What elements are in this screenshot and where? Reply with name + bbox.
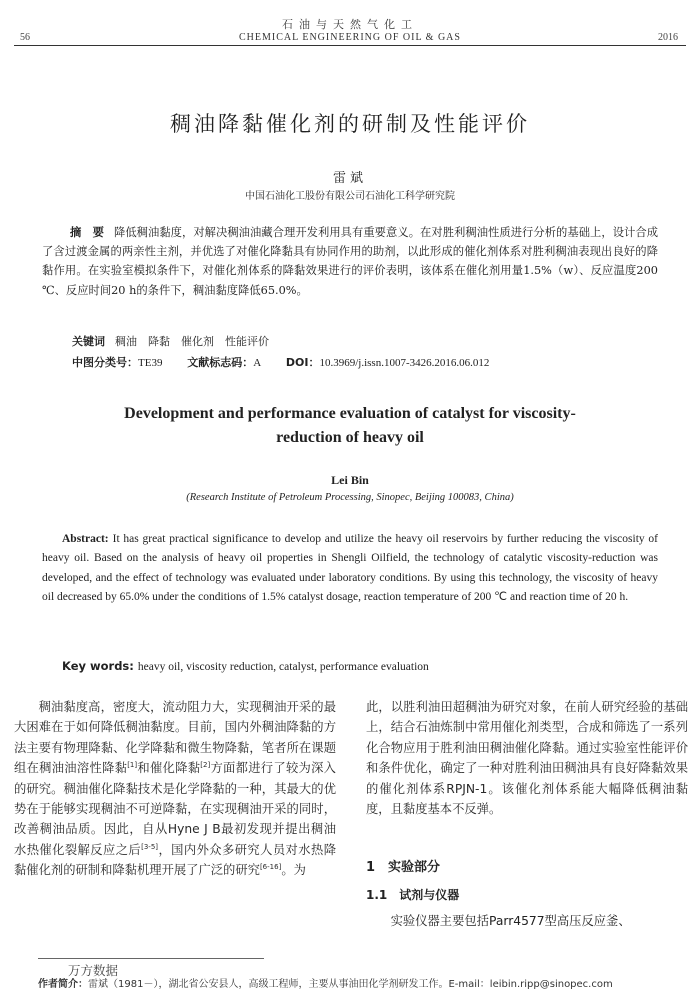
body-right-column: [366, 697, 688, 819]
footnote-text: 雷斌（1981－），湖北省公安县人，高级工程师，主要从事油田化学剂研发工作。E-mail：leibin.ripp@sinopec.com: [88, 979, 613, 990]
body-paragraph: 实验仪器主要包括Parr4577型高压反应釜、: [390, 914, 631, 928]
abstract-en-text: It has great practical significance to develop and utilize the heavy oil reservoirs by further reducing the viscosity of heavy oil. Based on the analysis of heavy oil properties in Shengli Oilfield, the technology of catalytic viscosity-reduction was developed, and the effect of technology was evaluated under laboratory conditions. By using this technology, the viscosity of heavy oil decreased by 65.0% under the conditions of 1.5% catalyst dosage, reaction temperature of 200 ℃ and reaction time of 20 h.: [42, 533, 658, 604]
body-text: 。为: [281, 863, 306, 878]
abstract-cn-label: 摘 要: [70, 226, 105, 239]
doi-label: DOI：: [285, 356, 320, 369]
body-text: 方面都进行了较为深入的研究。稠油催化降黏技术是化学降黏的一种，其最大的优势在于能够实现稠油不可逆降黏，在实现稠油开采的同时，改善稠油品质。因此，自从Hyne J B最初发现并提出稠油水热催化裂解反应之后: [14, 761, 336, 857]
keywords-cn: [72, 333, 269, 349]
abstract-cn: [42, 223, 658, 300]
publication-year: 2016: [658, 32, 678, 43]
article-title-cn: 稠油降黏催化剂的研制及性能评价: [170, 112, 530, 136]
abstract-en-label: Abstract:: [62, 533, 109, 545]
affiliation-en: (Research Institute of Petroleum Processing, Sinopec, Beijing 100083, China): [186, 492, 514, 503]
footnote-rule: [38, 958, 264, 959]
keywords-cn-text: 稠油 降黏 催化剂 性能评价: [115, 335, 269, 348]
keywords-en-label: Key words:: [62, 659, 134, 673]
abstract-en: [42, 530, 658, 608]
author-name-cn: 雷斌: [332, 171, 367, 186]
doc-code-label: 文献标志码：: [187, 356, 254, 369]
reference-marker[interactable]: [2]: [200, 761, 211, 770]
author-name-en: Lei Bin: [331, 473, 369, 487]
body-text: ，国内外众多研究人员对水热降黏催化剂的研制和降黏机理开展了广泛的研究: [14, 842, 336, 878]
watermark: 万方数据: [68, 963, 119, 978]
footnote-label: 作者简介：: [38, 979, 88, 990]
body-text: 和催化降黏: [137, 761, 201, 776]
article-title-en: Development and performance evaluation of catalyst for viscosity-reduction of heavy oil: [124, 405, 576, 446]
abstract-cn-text: 降低稠油黏度，对解决稠油油藏合理开发利用具有重要意义。在对胜利稠油性质进行分析的基础上，设计合成了含过渡金属的两亲性主剂，并优选了对催化降黏具有协同作用的助剂，以此形成的催化剂体系对胜利稠油表现出良好的降黏作用。在实验室模拟条件下，对催化剂体系的降黏效果进行的评价表明，该体系在催化剂用量1.5%（w）、反应温度200 ℃、反应时间20 h的条件下，稠油黏度降低65.0%。: [42, 226, 658, 297]
page-number: 56: [20, 32, 30, 43]
reference-marker[interactable]: [3-5]: [141, 842, 159, 851]
header-rule: [14, 45, 686, 46]
author-footnote: [38, 975, 688, 990]
body-text: 稠油黏度高，密度大，流动阻力大，实现稠油开采的最大困难在于如何降低稠油黏度。目前，国内外稠油降黏的方法主要有物理降黏、化学降黏和微生物降黏，笔者所在课题组在稠油油溶性降黏: [14, 700, 336, 776]
clc-value: TE39: [138, 357, 163, 369]
journal-name-en: CHEMICAL ENGINEERING OF OIL & GAS: [239, 32, 461, 43]
affiliation-cn: 中国石油化工股份有限公司石油化工科学研究院: [245, 191, 455, 202]
doi-value: 10.3969/j.issn.1007-3426.2016.06.012: [319, 357, 490, 369]
reference-marker[interactable]: [1]: [127, 761, 138, 770]
keywords-en-text: heavy oil, viscosity reduction, catalyst, performance evaluation: [137, 661, 429, 673]
keywords-en: [62, 659, 429, 673]
body-paragraph: 此，以胜利油田超稠油为研究对象，在前人研究经验的基础上，结合石油炼制中常用催化剂类型，合成和筛选了一系列化合物应用于胜利油田稠油催化降黏。通过实验室性能评价和条件优化，确定了一种对胜利油田稠油具有良好降黏效果的催化剂体系RPJN-1。该催化剂体系能大幅降低稠油黏度，且黏度基本不反弹。: [366, 700, 688, 817]
clc-label: 中图分类号：: [72, 356, 138, 369]
journal-name-cn: 石油与天然气化工: [282, 18, 418, 31]
doc-code-value: A: [253, 357, 262, 369]
classification-line: [72, 354, 511, 370]
body-left-column: [14, 697, 336, 881]
section-heading: 1 实验部分: [366, 860, 441, 875]
subsection-heading: 1.1 试剂与仪器: [366, 888, 460, 902]
keywords-cn-label: 关键词: [72, 335, 105, 348]
reference-marker[interactable]: [6-16]: [259, 863, 282, 872]
